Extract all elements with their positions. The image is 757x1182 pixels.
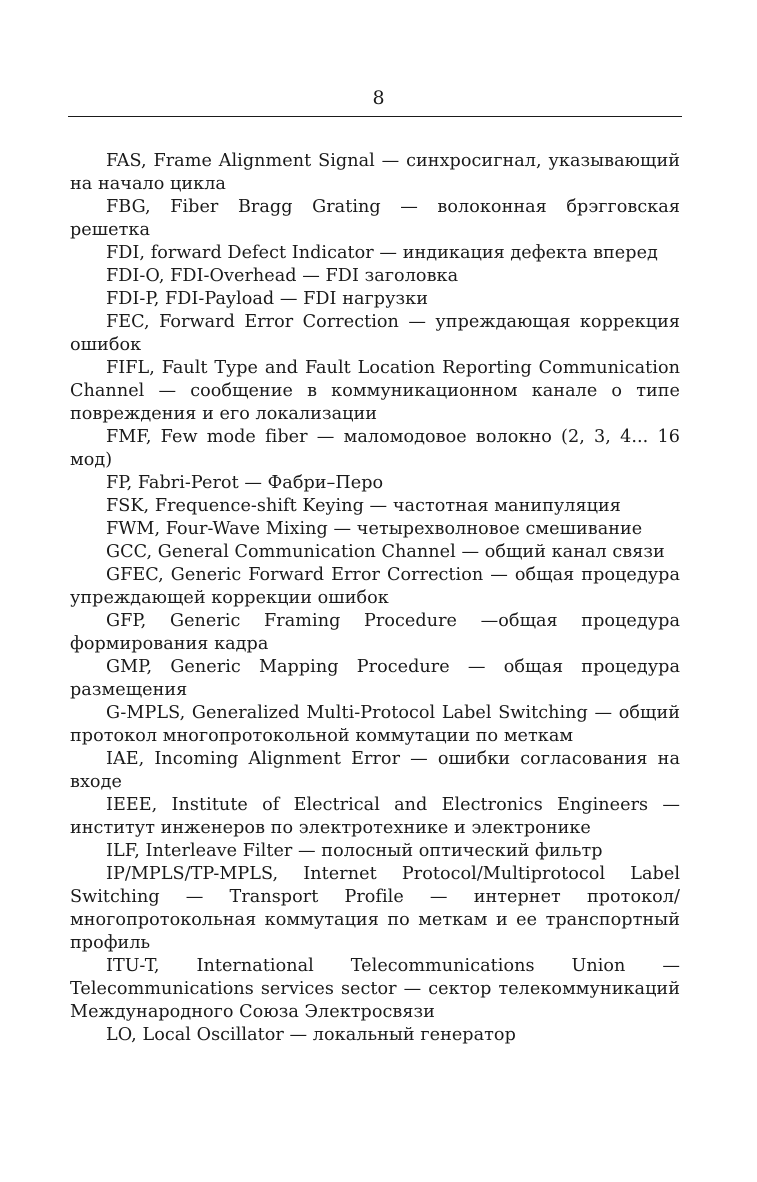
glossary-entry-itu-t: ITU-T, International Telecommunications Union — Telecommunications services sector — сектор телекоммуникаций Международного Союза Электросвязи <box>70 956 680 1022</box>
glossary-entry-gmp: GMP, Generic Mapping Procedure — общая процедура размещения <box>70 657 680 700</box>
glossary-entry-fec: FEC, Forward Error Correction — упреждающая коррекция ошибок <box>70 312 680 355</box>
glossary-entry-lo: LO, Local Oscillator — локальный генератор <box>106 1025 516 1045</box>
glossary-entry-fmf: FMF, Few mode fiber — маломодовое волокно (2, 3, 4... 16 мод) <box>70 427 680 470</box>
glossary-entry-fdi-p: FDI-P, FDI-Payload — FDI нагрузки <box>106 289 428 309</box>
glossary-list <box>70 150 680 1047</box>
glossary-entry-fwm: FWM, Four-Wave Mixing — четырехволновое смешивание <box>106 519 643 539</box>
glossary-entry-gcc: GCC, General Communication Channel — общий канал связи <box>106 542 665 562</box>
glossary-entry-fbg: FBG, Fiber Bragg Grating — волоконная брэгговская решетка <box>70 197 680 240</box>
glossary-entry-fas: FAS, Frame Alignment Signal — синхросигнал, указывающий на начало цикла <box>70 151 680 194</box>
header-rule <box>68 116 682 117</box>
glossary-entry-gfec: GFEC, Generic Forward Error Correction — общая процедура упреждающей коррекции ошибок <box>70 565 680 608</box>
glossary-entry-fp: FP, Fabri-Perot — Фабри–Перо <box>106 473 384 493</box>
glossary-entry-gfp: GFP, Generic Framing Procedure —общая процедура формирования кадра <box>70 611 680 654</box>
page-number: 8 <box>372 87 385 109</box>
glossary-entry-fdi: FDI, forward Defect Indicator — индикация дефекта вперед <box>106 243 658 263</box>
glossary-entry-ieee: IEEE, Institute of Electrical and Electronics Engineers — институт инженеров по электротехнике и электронике <box>70 795 680 838</box>
glossary-entry-fdi-o: FDI-O, FDI-Overhead — FDI заголовка <box>106 266 459 286</box>
glossary-entry-fsk: FSK, Frequence-shift Keying — частотная манипуляция <box>106 496 621 516</box>
glossary-entry-fifl: FIFL, Fault Type and Fault Location Reporting Communication Channel — сообщение в коммуникационном канале о типе повреждения и его локализации <box>70 358 680 424</box>
glossary-entry-iae: IAE, Incoming Alignment Error — ошибки согласования на входе <box>70 749 680 792</box>
glossary-entry-ip-mpls: IP/MPLS/TP-MPLS, Internet Protocol/Multiprotocol Label Switching — Transport Profile — интернет протокол/многопротокольная коммутация по меткам и ее транспортный профиль <box>70 864 680 953</box>
glossary-entry-ilf: ILF, Interleave Filter — полосный оптический фильтр <box>106 841 603 861</box>
glossary-entry-g-mpls: G-MPLS, Generalized Multi-Protocol Label Switching — общий протокол многопротокольной коммутации по меткам <box>70 703 680 746</box>
